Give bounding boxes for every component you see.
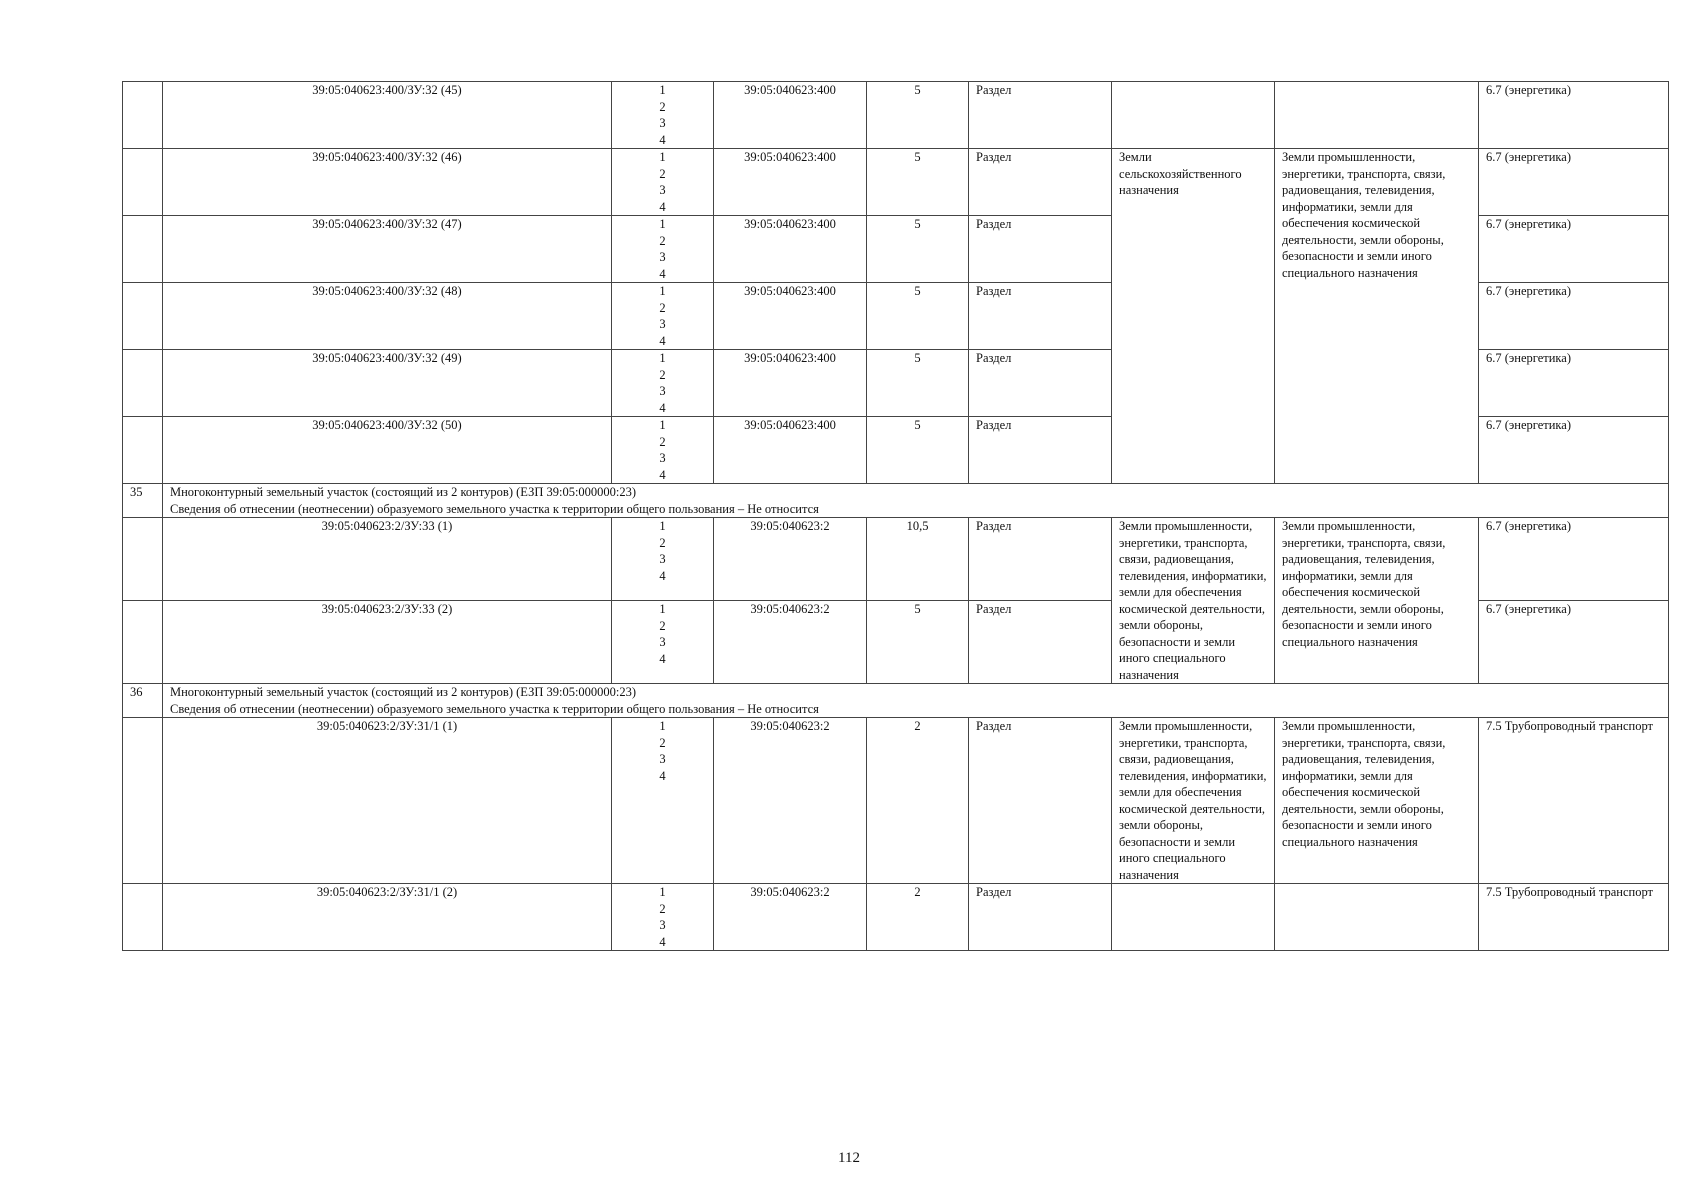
plot-id-cell: 39:05:040623:400/ЗУ:32 (46): [163, 149, 612, 216]
group-number: 36: [123, 684, 163, 718]
parent-plot-cell: 39:05:040623:400: [714, 350, 867, 417]
points-cell: 1 2 3 4: [612, 601, 714, 684]
category-existing-cell: Земли промышленности, энергетики, транспорта, связи, радиовещания, телевидения, информатики, земли для обеспечения космической деятельности, земли обороны, безопасности и земли иного специального назначения: [1112, 718, 1275, 884]
permitted-use-cell: 6.7 (энергетика): [1479, 283, 1669, 350]
plot-id-cell: 39:05:040623:2/ЗУ:31/1 (2): [163, 884, 612, 951]
method-cell: Раздел: [969, 149, 1112, 216]
permitted-use-cell: 6.7 (энергетика): [1479, 82, 1669, 149]
plot-id-cell: 39:05:040623:2/ЗУ:33 (1): [163, 518, 612, 601]
parent-plot-cell: 39:05:040623:400: [714, 417, 867, 484]
plot-id-cell: 39:05:040623:400/ЗУ:32 (47): [163, 216, 612, 283]
parent-plot-cell: 39:05:040623:400: [714, 216, 867, 283]
parent-plot-cell: 39:05:040623:400: [714, 283, 867, 350]
permitted-use-cell: 6.7 (энергетика): [1479, 350, 1669, 417]
group-description: Многоконтурный земельный участок (состоящий из 2 контуров) (ЕЗП 39:05:000000:23) Сведения об отнесении (неотнесении) образуемого земельного участка к территории общего пользования – Не относится: [163, 484, 1669, 518]
permitted-use-cell: 6.7 (энергетика): [1479, 149, 1669, 216]
land-plots-table: [122, 81, 1669, 951]
parent-plot-cell: 39:05:040623:2: [714, 601, 867, 684]
plot-id-cell: 39:05:040623:400/ЗУ:32 (50): [163, 417, 612, 484]
method-cell: Раздел: [969, 283, 1112, 350]
row-number-cell: [123, 149, 163, 216]
method-cell: Раздел: [969, 216, 1112, 283]
area-cell: 2: [867, 884, 969, 951]
category-new-cell: [1275, 884, 1479, 951]
row-number-cell: [123, 82, 163, 149]
table-row: [123, 82, 1669, 149]
area-cell: 5: [867, 216, 969, 283]
points-cell: 1 2 3 4: [612, 283, 714, 350]
category-existing-cell: Земли промышленности, энергетики, транспорта, связи, радиовещания, телевидения, информатики, земли для обеспечения космической деятельности, земли обороны, безопасности и земли иного специального назначения: [1112, 518, 1275, 684]
area-cell: 5: [867, 283, 969, 350]
row-number-cell: [123, 518, 163, 601]
table-row: [123, 518, 1669, 601]
row-number-cell: [123, 417, 163, 484]
method-cell: Раздел: [969, 884, 1112, 951]
group-header-row: [123, 484, 1669, 518]
points-cell: 1 2 3 4: [612, 216, 714, 283]
row-number-cell: [123, 350, 163, 417]
table-row: [123, 718, 1669, 884]
permitted-use-cell: 6.7 (энергетика): [1479, 601, 1669, 684]
method-cell: Раздел: [969, 518, 1112, 601]
plot-id-cell: 39:05:040623:2/ЗУ:31/1 (1): [163, 718, 612, 884]
table-row: [123, 149, 1669, 216]
permitted-use-cell: 6.7 (энергетика): [1479, 216, 1669, 283]
parent-plot-cell: 39:05:040623:400: [714, 149, 867, 216]
area-cell: 5: [867, 601, 969, 684]
method-cell: Раздел: [969, 82, 1112, 149]
points-cell: 1 2 3 4: [612, 884, 714, 951]
category-new-cell: Земли промышленности, энергетики, транспорта, связи, радиовещания, телевидения, информатики, земли для обеспечения космической деятельности, земли обороны, безопасности и земли иного специального назначения: [1275, 518, 1479, 684]
plot-id-cell: 39:05:040623:2/ЗУ:33 (2): [163, 601, 612, 684]
points-cell: 1 2 3 4: [612, 82, 714, 149]
area-cell: 5: [867, 82, 969, 149]
method-cell: Раздел: [969, 718, 1112, 884]
plot-id-cell: 39:05:040623:400/ЗУ:32 (48): [163, 283, 612, 350]
category-new-cell: Земли промышленности, энергетики, транспорта, связи, радиовещания, телевидения, информатики, земли для обеспечения космической деятельности, земли обороны, безопасности и земли иного специального назначения: [1275, 718, 1479, 884]
group-description: Многоконтурный земельный участок (состоящий из 2 контуров) (ЕЗП 39:05:000000:23) Сведения об отнесении (неотнесении) образуемого земельного участка к территории общего пользования – Не относится: [163, 684, 1669, 718]
parent-plot-cell: 39:05:040623:2: [714, 518, 867, 601]
points-cell: 1 2 3 4: [612, 350, 714, 417]
plot-id-cell: 39:05:040623:400/ЗУ:32 (45): [163, 82, 612, 149]
group-number: 35: [123, 484, 163, 518]
category-new-cell: Земли промышленности, энергетики, транспорта, связи, радиовещания, телевидения, информатики, земли для обеспечения космической деятельности, земли обороны, безопасности и земли иного специального назначения: [1275, 149, 1479, 484]
method-cell: Раздел: [969, 601, 1112, 684]
table-row: [123, 884, 1669, 951]
area-cell: 2: [867, 718, 969, 884]
points-cell: 1 2 3 4: [612, 417, 714, 484]
area-cell: 10,5: [867, 518, 969, 601]
category-existing-cell: Земли сельскохозяйственного назначения: [1112, 149, 1275, 484]
category-existing-cell: [1112, 884, 1275, 951]
method-cell: Раздел: [969, 350, 1112, 417]
area-cell: 5: [867, 149, 969, 216]
row-number-cell: [123, 884, 163, 951]
permitted-use-cell: 6.7 (энергетика): [1479, 518, 1669, 601]
page-number: 112: [838, 1150, 860, 1166]
permitted-use-cell: 7.5 Трубопроводный транспорт: [1479, 718, 1669, 884]
area-cell: 5: [867, 417, 969, 484]
plot-id-cell: 39:05:040623:400/ЗУ:32 (49): [163, 350, 612, 417]
row-number-cell: [123, 718, 163, 884]
group-header-row: [123, 684, 1669, 718]
row-number-cell: [123, 601, 163, 684]
parent-plot-cell: 39:05:040623:2: [714, 718, 867, 884]
category-existing-cell: [1112, 82, 1275, 149]
row-number-cell: [123, 216, 163, 283]
parent-plot-cell: 39:05:040623:2: [714, 884, 867, 951]
points-cell: 1 2 3 4: [612, 518, 714, 601]
area-cell: 5: [867, 350, 969, 417]
row-number-cell: [123, 283, 163, 350]
parent-plot-cell: 39:05:040623:400: [714, 82, 867, 149]
points-cell: 1 2 3 4: [612, 718, 714, 884]
permitted-use-cell: 6.7 (энергетика): [1479, 417, 1669, 484]
method-cell: Раздел: [969, 417, 1112, 484]
points-cell: 1 2 3 4: [612, 149, 714, 216]
permitted-use-cell: 7.5 Трубопроводный транспорт: [1479, 884, 1669, 951]
category-new-cell: [1275, 82, 1479, 149]
